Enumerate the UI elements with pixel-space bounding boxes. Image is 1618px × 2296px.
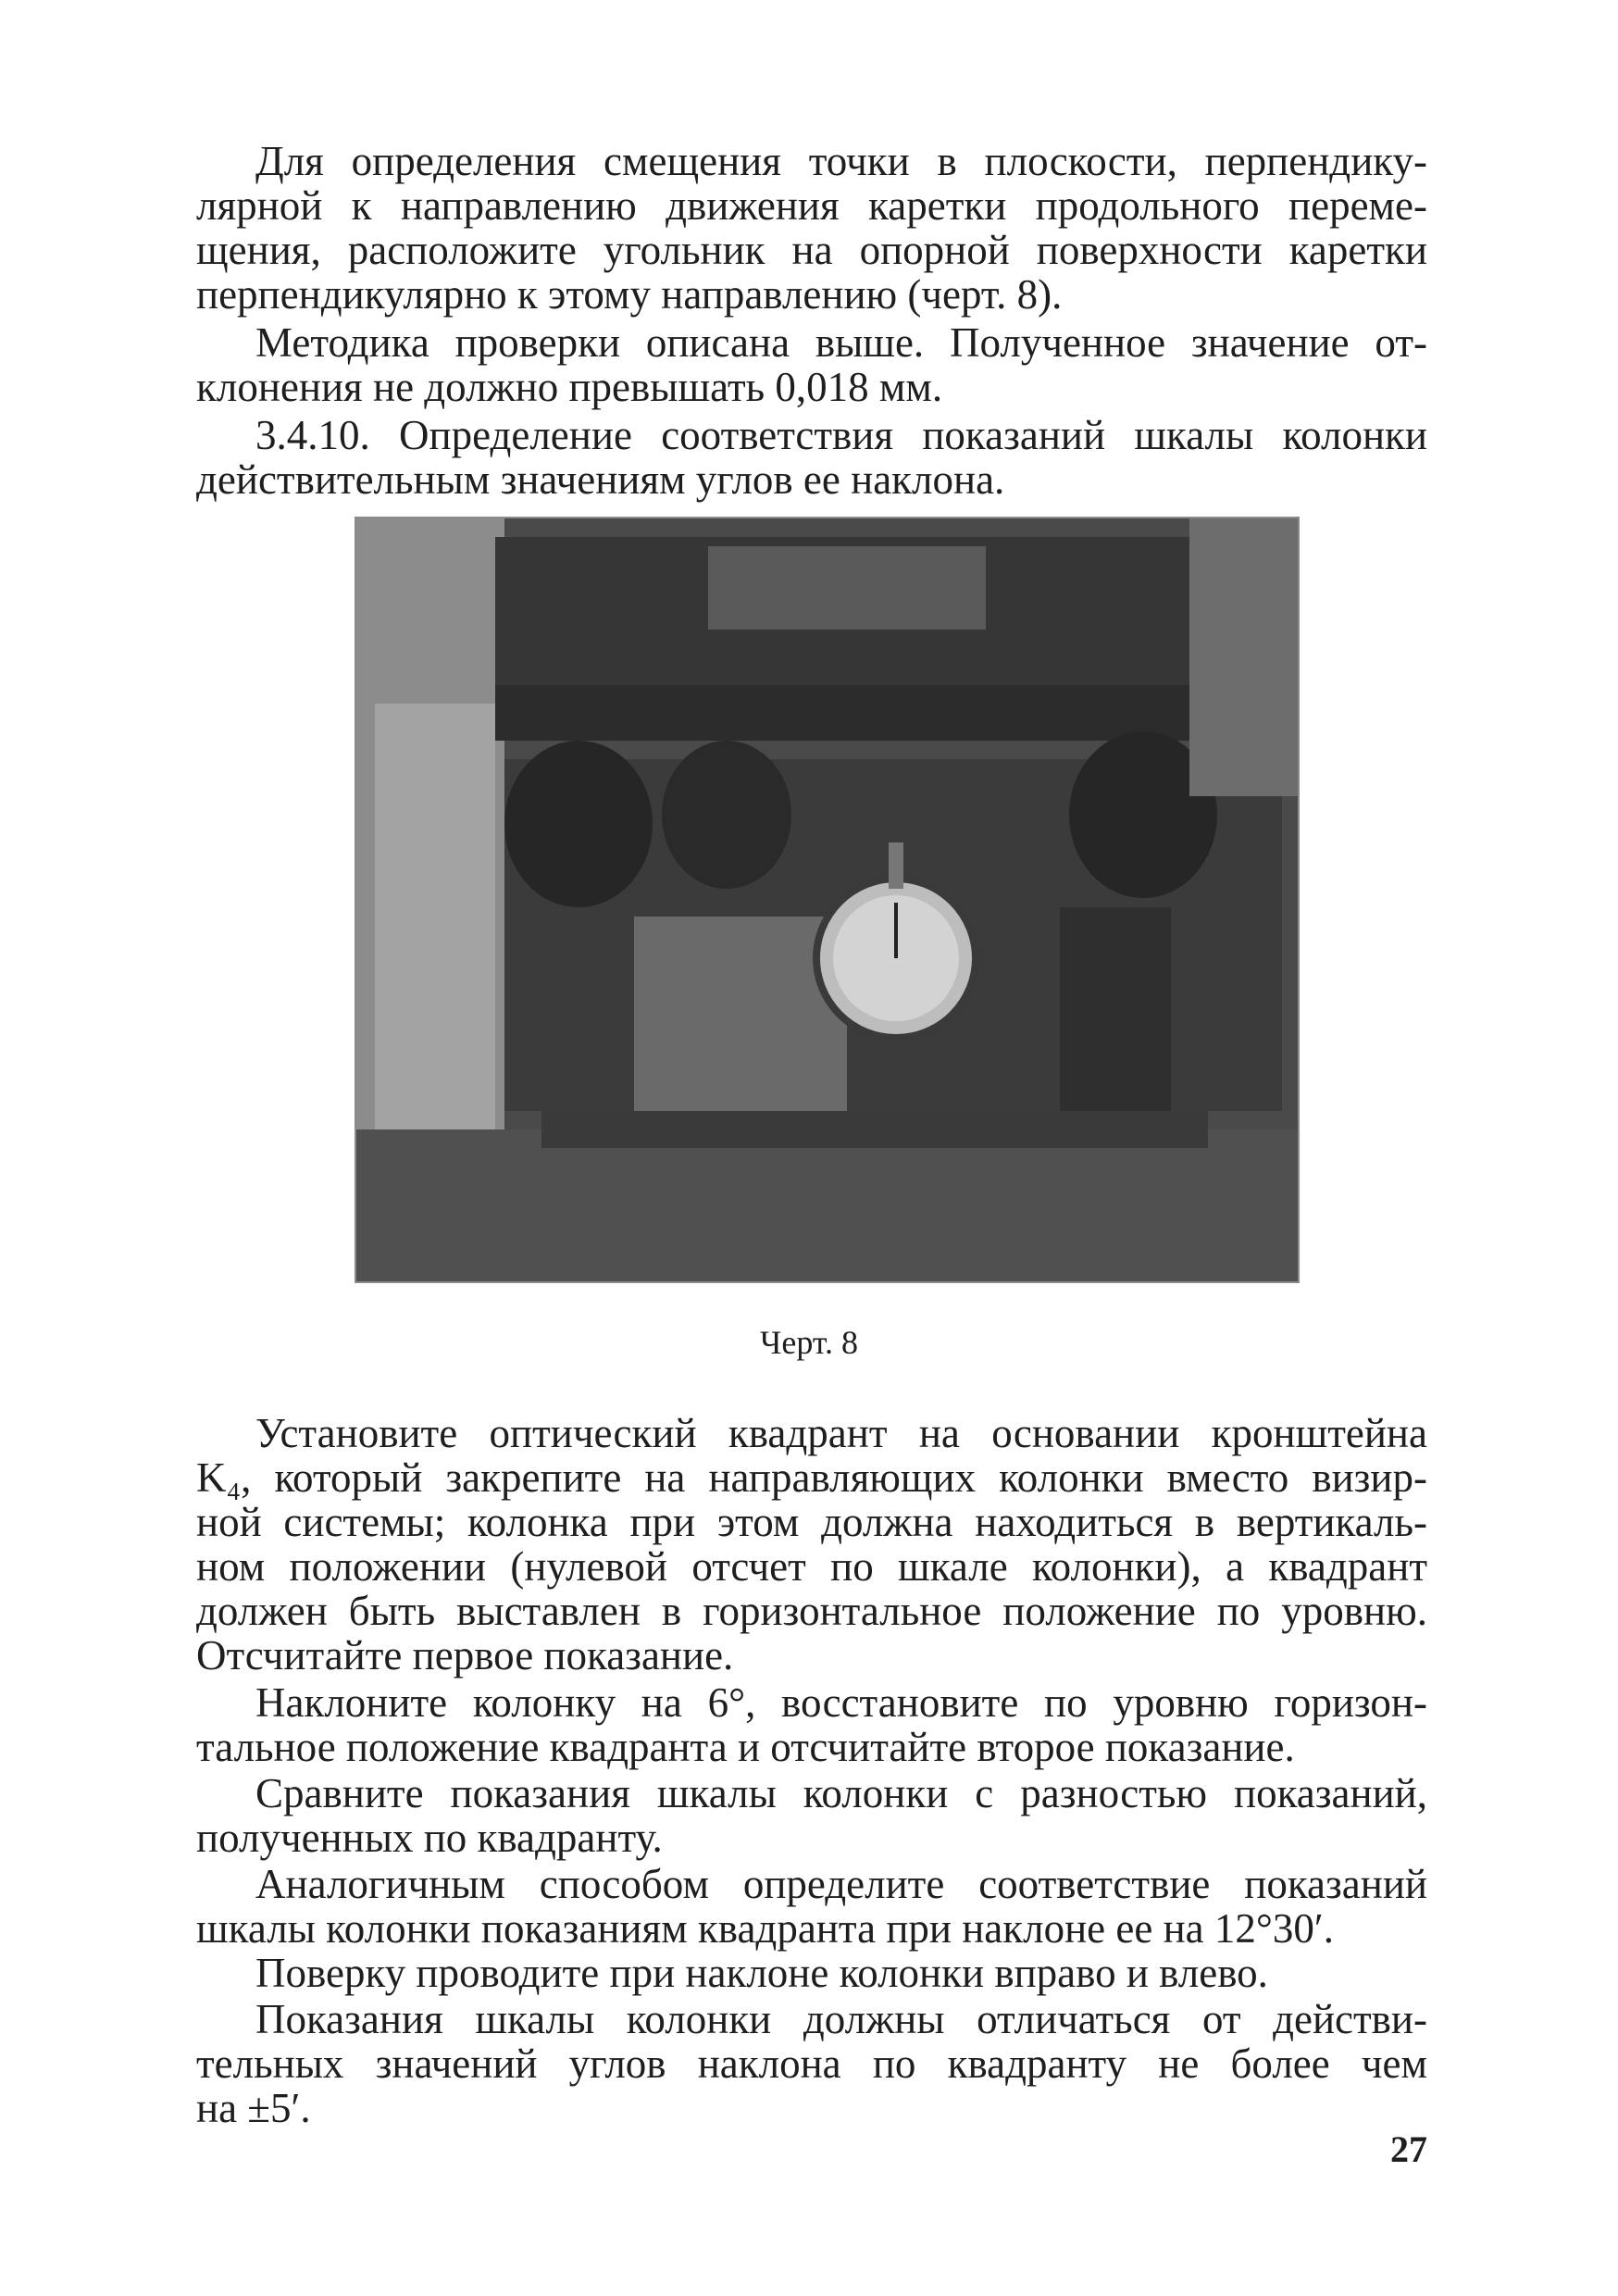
text-line: Показания шкалы колонки должны отличаться от действи- [255, 1996, 1427, 2042]
text-line: клонения не должно превышать 0,018 мм. [196, 364, 943, 410]
body-paragraph-tolerance [196, 1997, 1427, 2130]
body-paragraph-directions [196, 1951, 1427, 1995]
text-line: Сравните показания шкалы колонки с разностью показаний, [255, 1770, 1427, 1816]
text-line: перпендикулярно к этому направлению (черт. 8). [196, 271, 1063, 318]
text-line: Поверку проводите при наклоне колонки вправо и влево. [255, 1950, 1268, 1996]
text-line: полученных по квадранту. [196, 1815, 663, 1861]
text-line: тельных значений углов наклона по квадранту не более чем [196, 2040, 1427, 2087]
method-paragraph [196, 320, 1427, 409]
text-line: лярной к направлению движения каретки продольного переме- [196, 182, 1427, 229]
intro-paragraph [196, 139, 1427, 317]
text-line: Наклоните колонку на 6°, восстановите по уровню горизон- [255, 1679, 1427, 1726]
body-paragraph-tilt [196, 1680, 1427, 1769]
text-line: на ±5′. [196, 2085, 311, 2131]
text-line: Установите оптический квадрант на основании кронштейна [255, 1410, 1427, 1456]
text-line: 3.4.10. Определение соответствия показаний шкалы колонки [255, 412, 1427, 458]
figure-photo [355, 517, 1300, 1283]
text-line: Отсчитайте первое показание. [196, 1632, 734, 1678]
text-line: ном положении (нулевой отсчет по шкале колонки), а квадрант [196, 1543, 1427, 1590]
text-line: действительным значениям углов ее наклона. [196, 456, 1005, 503]
text-line: Для определения смещения точки в плоскости, перпендику- [255, 138, 1427, 184]
text-line: тальное положение квадранта и отсчитайте второе показание. [196, 1724, 1295, 1770]
figure-caption: Черт. 8 [760, 1324, 858, 1361]
text-line: Аналогичным способом определите соответствие показаний [255, 1861, 1427, 1907]
body-paragraph-analog [196, 1862, 1427, 1951]
text-line: шкалы колонки показаниям квадранта при наклоне ее на 12°30′. [196, 1905, 1334, 1952]
section-heading-paragraph [196, 413, 1427, 502]
text-line: должен быть выставлен в горизонтальное положение по уровню. [196, 1588, 1427, 1634]
page-number: 27 [1390, 2128, 1427, 2170]
text-line: щения, расположите угольник на опорной поверхности каретки [196, 227, 1427, 273]
text-line: ной системы; колонка при этом должна находиться в вертикаль- [196, 1499, 1427, 1545]
text-line: Методика проверки описана выше. Полученное значение от- [255, 319, 1427, 366]
instrument-photo-illustration [356, 518, 1298, 1281]
body-paragraph-compare [196, 1771, 1427, 1860]
body-paragraph-setup [196, 1411, 1427, 1678]
text-line: K₄, который закрепите на направляющих колонки вместо визир- [196, 1454, 1427, 1501]
